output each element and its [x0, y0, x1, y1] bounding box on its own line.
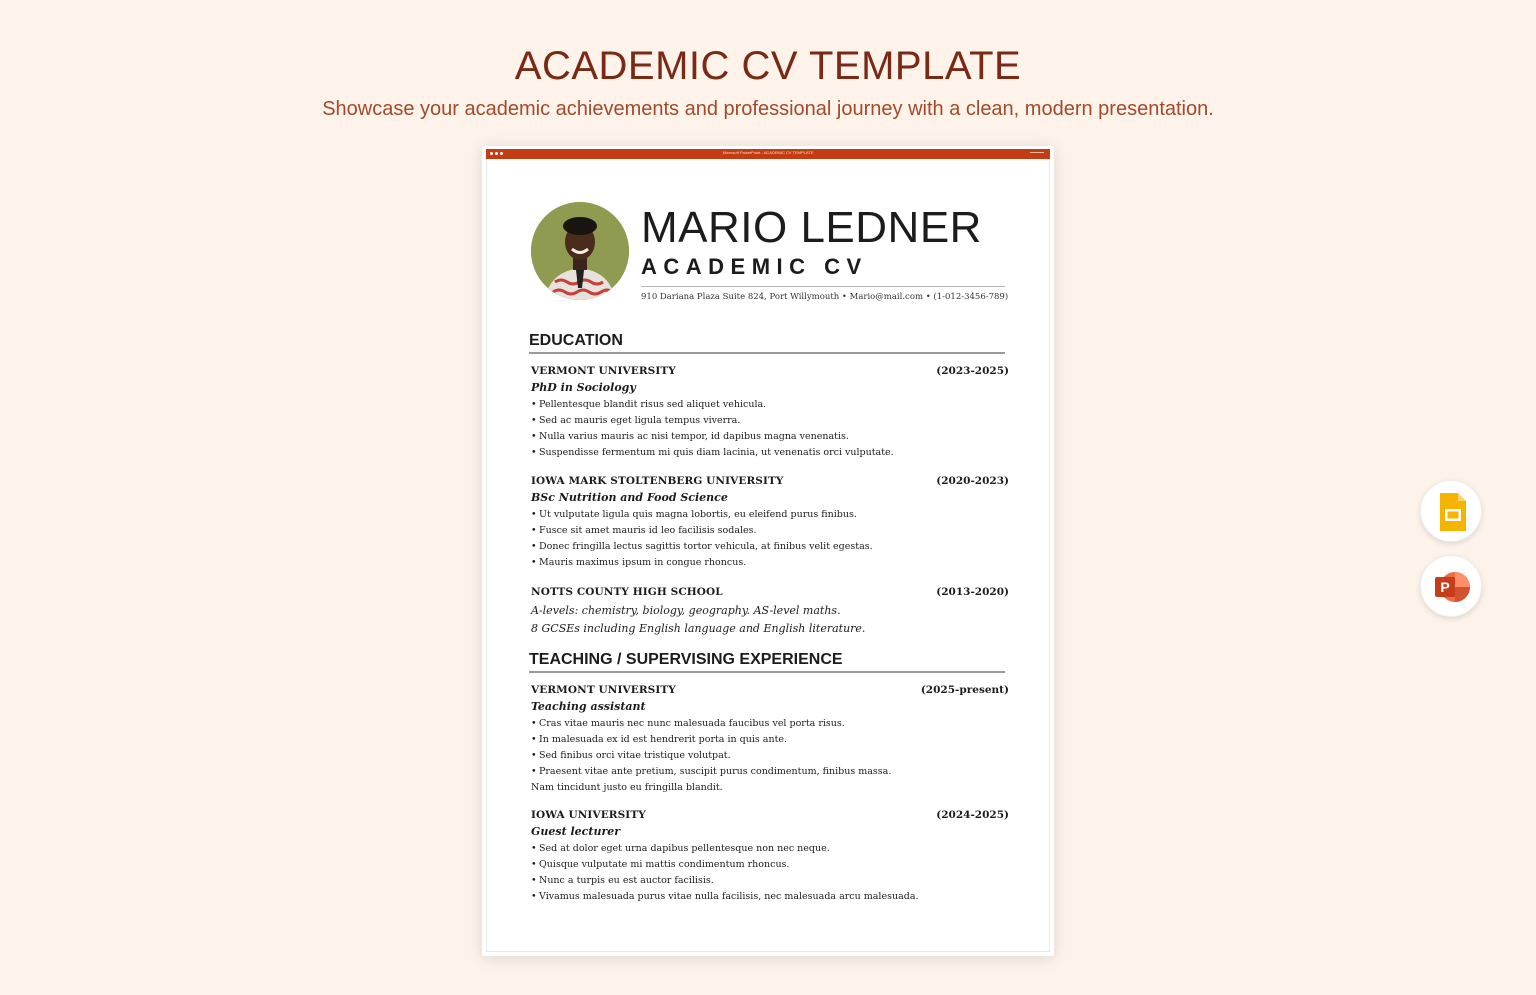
education-entry [531, 365, 1009, 461]
list-item: • Suspendisse fermentum mi quis diam lacinia, ut venenatis orci vulputate. [531, 445, 1009, 461]
dates: (2020-2023) [936, 475, 1009, 487]
role: Guest lecturer [531, 825, 621, 838]
list-item: • Nunc a turpis eu est auctor facilisis. [531, 873, 1009, 889]
list-item: • Nulla varius mauris ac nisi tempor, id dapibus magna venenatis. [531, 429, 1009, 445]
contact-info: 910 Dariana Plaza Suite 824, Port Willymouth • Mario@mail.com • (1-012-3456-789) [641, 292, 1009, 302]
list-item: • Donec fringilla lectus sagittis tortor vehicula, at finibus velit egestas. [531, 539, 1009, 555]
cv-subtitle: ACADEMIC CV [641, 254, 868, 279]
list-item: • Cras vitae mauris nec nunc malesuada faucibus vel porta risus. [531, 716, 1009, 732]
dates: (2025-present) [920, 684, 1009, 696]
window-titlebar [486, 149, 1050, 159]
degree: BSc Nutrition and Food Science [531, 491, 728, 504]
bullet-list [531, 397, 1009, 461]
note: Nam tincidunt justo eu fringilla blandit. [531, 782, 723, 793]
bullet-list [531, 716, 1009, 780]
dates: (2013-2020) [936, 586, 1009, 598]
institution: IOWA MARK STOLTENBERG UNIVERSITY [531, 475, 784, 487]
google-slides-button[interactable] [1420, 480, 1482, 542]
teaching-entry [531, 809, 1009, 905]
profile-photo-icon [531, 202, 629, 300]
education-heading: EDUCATION [529, 332, 623, 349]
qualifications [531, 602, 1009, 638]
cv-name: MARIO LEDNER [641, 203, 982, 252]
list-item: • Mauris maximus ipsum in congue rhoncus. [531, 555, 1009, 571]
page-title: ACADEMIC CV TEMPLATE [514, 44, 1022, 88]
svg-text:P: P [1440, 579, 1450, 595]
header-divider [641, 286, 1005, 287]
teaching-heading: TEACHING / SUPERVISING EXPERIENCE [529, 651, 843, 668]
institution: NOTTS COUNTY HIGH SCHOOL [531, 586, 723, 598]
list-item: • Pellentesque blandit risus sed aliquet vehicula. [531, 397, 1009, 413]
dates: (2023-2025) [936, 365, 1009, 377]
bullet-list [531, 507, 1009, 571]
institution: VERMONT UNIVERSITY [531, 365, 676, 377]
degree: PhD in Sociology [531, 381, 636, 394]
list-item: • Praesent vitae ante pretium, suscipit purus condimentum, finibus massa. [531, 764, 1009, 780]
list-item: • Sed ac mauris eget ligula tempus viverra. [531, 413, 1009, 429]
role: Teaching assistant [531, 700, 646, 713]
window-buttons[interactable] [1030, 152, 1044, 155]
list-item: • Fusce sit amet mauris id leo facilisis sodales. [531, 523, 1009, 539]
powerpoint-icon [1421, 556, 1483, 618]
page-subtitle: Showcase your academic achievements and professional journey with a clean, modern presentation. [322, 98, 1214, 120]
teaching-divider [529, 671, 1005, 673]
cv-page [486, 159, 1050, 952]
avatar [531, 202, 629, 300]
dates: (2024-2025) [936, 809, 1009, 821]
bullet-list [531, 841, 1009, 905]
education-divider [529, 352, 1005, 354]
education-entry [531, 475, 1009, 571]
teaching-entry [531, 684, 1009, 796]
list-item: • Sed finibus orci vitae tristique volutpat. [531, 748, 1009, 764]
qualification-line: A-levels: chemistry, biology, geography. AS-level maths. [531, 604, 841, 617]
list-item: • Sed at dolor eget urna dapibus pellentesque non nec neque. [531, 841, 1009, 857]
window-title: Microsoft PowerPoint - ACADEMIC CV TEMPLATE [722, 150, 814, 155]
institution: IOWA UNIVERSITY [531, 809, 646, 821]
google-slides-icon [1421, 481, 1483, 543]
list-item: • Vivamus malesuada purus vitae nulla facilisis, nec malesuada arcu malesuada. [531, 889, 1009, 905]
list-item: • Ut vulputate ligula quis magna lobortis, eu eleifend purus finibus. [531, 507, 1009, 523]
institution: VERMONT UNIVERSITY [531, 684, 676, 696]
powerpoint-button[interactable] [1420, 555, 1482, 617]
education-entry [531, 586, 1009, 638]
list-item: • Quisque vulputate mi mattis condimentum rhoncus. [531, 857, 1009, 873]
list-item: • In malesuada ex id est hendrerit porta in quis ante. [531, 732, 1009, 748]
qualification-line: 8 GCSEs including English language and English literature. [531, 622, 866, 635]
template-preview [482, 146, 1054, 956]
